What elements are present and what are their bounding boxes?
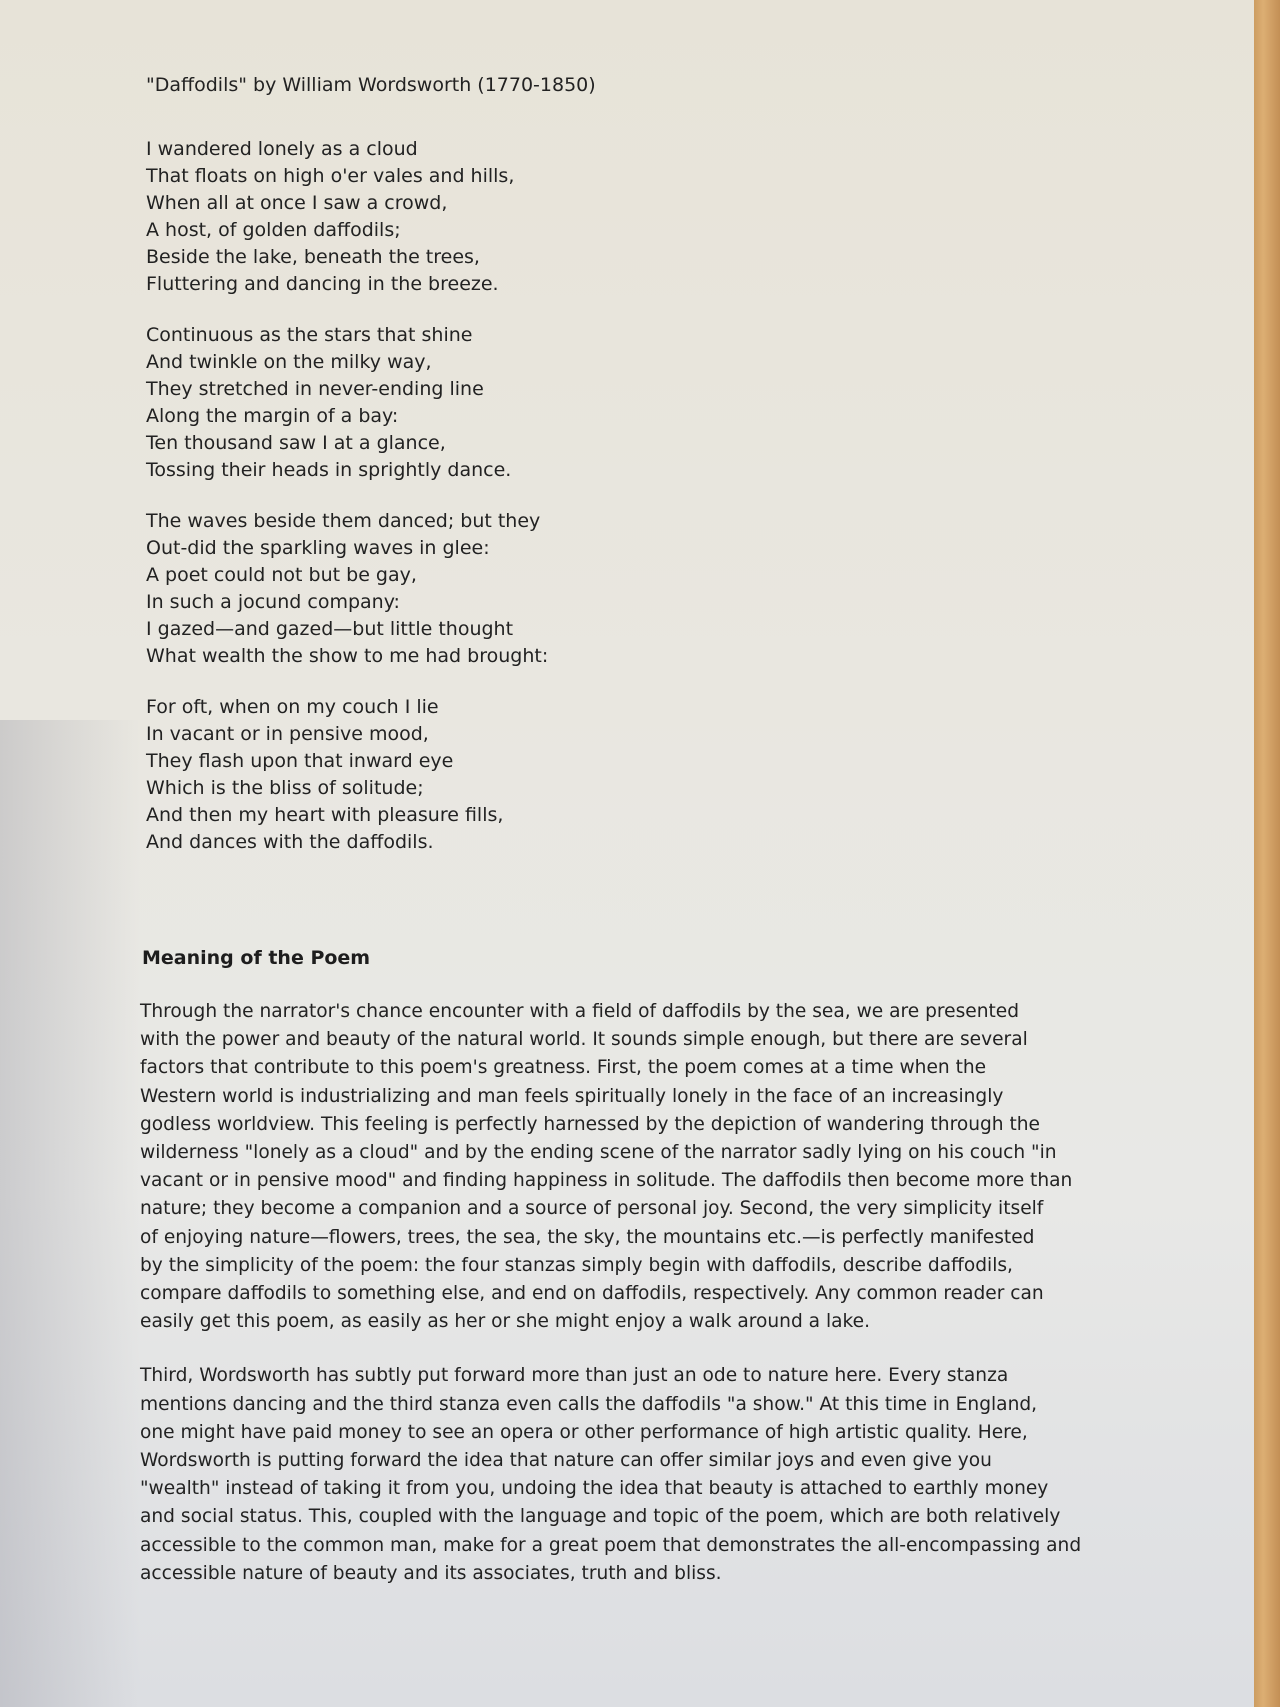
section-heading: Meaning of the Poem: [142, 947, 371, 969]
paragraph: [140, 1362, 1080, 1588]
wood-tabletop: [1252, 0, 1280, 1707]
stanza: [146, 322, 746, 484]
paragraph-line: one might have paid money to see an opera or other performance of high artistic quality. Here,: [140, 1421, 1028, 1443]
paragraph-line: and social status. This, coupled with the language and topic of the poem, which are both relatively: [140, 1506, 1061, 1528]
poem-line: Out-did the sparkling waves in glee:: [146, 537, 490, 559]
paper-shadow: [0, 720, 140, 1707]
poem-line: Which is the bliss of solitude;: [146, 777, 424, 799]
paragraph-line: easily get this poem, as easily as her or she might enjoy a walk around a lake.: [140, 1311, 870, 1333]
paragraph-line: compare daffodils to something else, and end on daffodils, respectively. Any common reader can: [140, 1283, 1044, 1305]
paragraph-line: Wordsworth is putting forward the idea that nature can offer similar joys and even give you: [140, 1450, 992, 1472]
poem-line: Tossing their heads in sprightly dance.: [146, 459, 512, 481]
poem-line: A poet could not but be gay,: [146, 564, 417, 586]
paragraph-line: mentions dancing and the third stanza even calls the daffodils "a show." At this time in England,: [140, 1393, 1038, 1415]
paragraph-line: with the power and beauty of the natural world. It sounds simple enough, but there are several: [140, 1029, 1028, 1051]
paragraph-line: accessible to the common man, make for a great poem that demonstrates the all-encompassing and: [140, 1534, 1082, 1556]
stanza: [146, 694, 746, 856]
poem-line: Ten thousand saw I at a glance,: [146, 432, 446, 454]
poem-line: Continuous as the stars that shine: [146, 324, 473, 346]
paragraph-line: by the simplicity of the poem: the four stanzas simply begin with daffodils, describe daffodils,: [140, 1254, 1013, 1276]
paragraph-line: vacant or in pensive mood" and finding happiness in solitude. The daffodils then become more than: [140, 1170, 1073, 1192]
paragraph-line: Third, Wordsworth has subtly put forward more than just an ode to nature here. Every stanza: [140, 1365, 1009, 1387]
paragraph-line: factors that contribute to this poem's greatness. First, the poem comes at a time when the: [140, 1057, 987, 1079]
poem-line: The waves beside them danced; but they: [146, 510, 541, 532]
paragraph-line: godless worldview. This feeling is perfectly harnessed by the depiction of wandering through the: [140, 1113, 1040, 1135]
paragraph: [140, 998, 1080, 1336]
poem-line: For oft, when on my couch I lie: [146, 696, 439, 718]
poem-line: They stretched in never-ending line: [146, 378, 484, 400]
poem-line: Along the margin of a bay:: [146, 405, 399, 427]
poem-title: "Daffodils" by William Wordsworth (1770-1850): [146, 74, 596, 96]
paragraph-line: Western world is industrializing and man feels spiritually lonely in the face of an increasingly: [140, 1085, 1004, 1107]
paragraph-line: nature; they become a companion and a source of personal joy. Second, the very simplicity itself: [140, 1198, 1044, 1220]
paragraph-line: "wealth" instead of taking it from you, undoing the idea that beauty is attached to earthly money: [140, 1478, 1049, 1500]
poem-line: A host, of golden daffodils;: [146, 219, 401, 241]
stanza: [146, 136, 746, 298]
paragraph-line: accessible nature of beauty and its associates, truth and bliss.: [140, 1562, 722, 1584]
poem-line: They flash upon that inward eye: [146, 750, 454, 772]
poem-line: Fluttering and dancing in the breeze.: [146, 273, 499, 295]
poem-line: What wealth the show to me had brought:: [146, 645, 549, 667]
paragraph-line: Through the narrator's chance encounter with a field of daffodils by the sea, we are presented: [140, 1001, 1020, 1022]
poem-line: And dances with the daffodils.: [146, 831, 434, 853]
meaning-body: [140, 998, 1080, 1614]
poem-line: That floats on high o'er vales and hills,: [146, 165, 515, 187]
paragraph-line: wilderness "lonely as a cloud" and by the ending scene of the narrator sadly lying on his couch "in: [140, 1142, 1057, 1164]
stanza: [146, 508, 746, 670]
poem-line: I gazed—and gazed—but little thought: [146, 618, 514, 640]
poem: [146, 136, 746, 880]
paragraph-line: of enjoying nature—flowers, trees, the sea, the sky, the mountains etc.—is perfectly manifested: [140, 1226, 1035, 1248]
poem-line: When all at once I saw a crowd,: [146, 192, 448, 214]
poem-line: In vacant or in pensive mood,: [146, 723, 429, 745]
poem-line: In such a jocund company:: [146, 591, 400, 613]
poem-line: And twinkle on the milky way,: [146, 351, 432, 373]
poem-line: Beside the lake, beneath the trees,: [146, 246, 480, 268]
poem-line: I wandered lonely as a cloud: [146, 138, 418, 160]
poem-line: And then my heart with pleasure fills,: [146, 804, 504, 826]
